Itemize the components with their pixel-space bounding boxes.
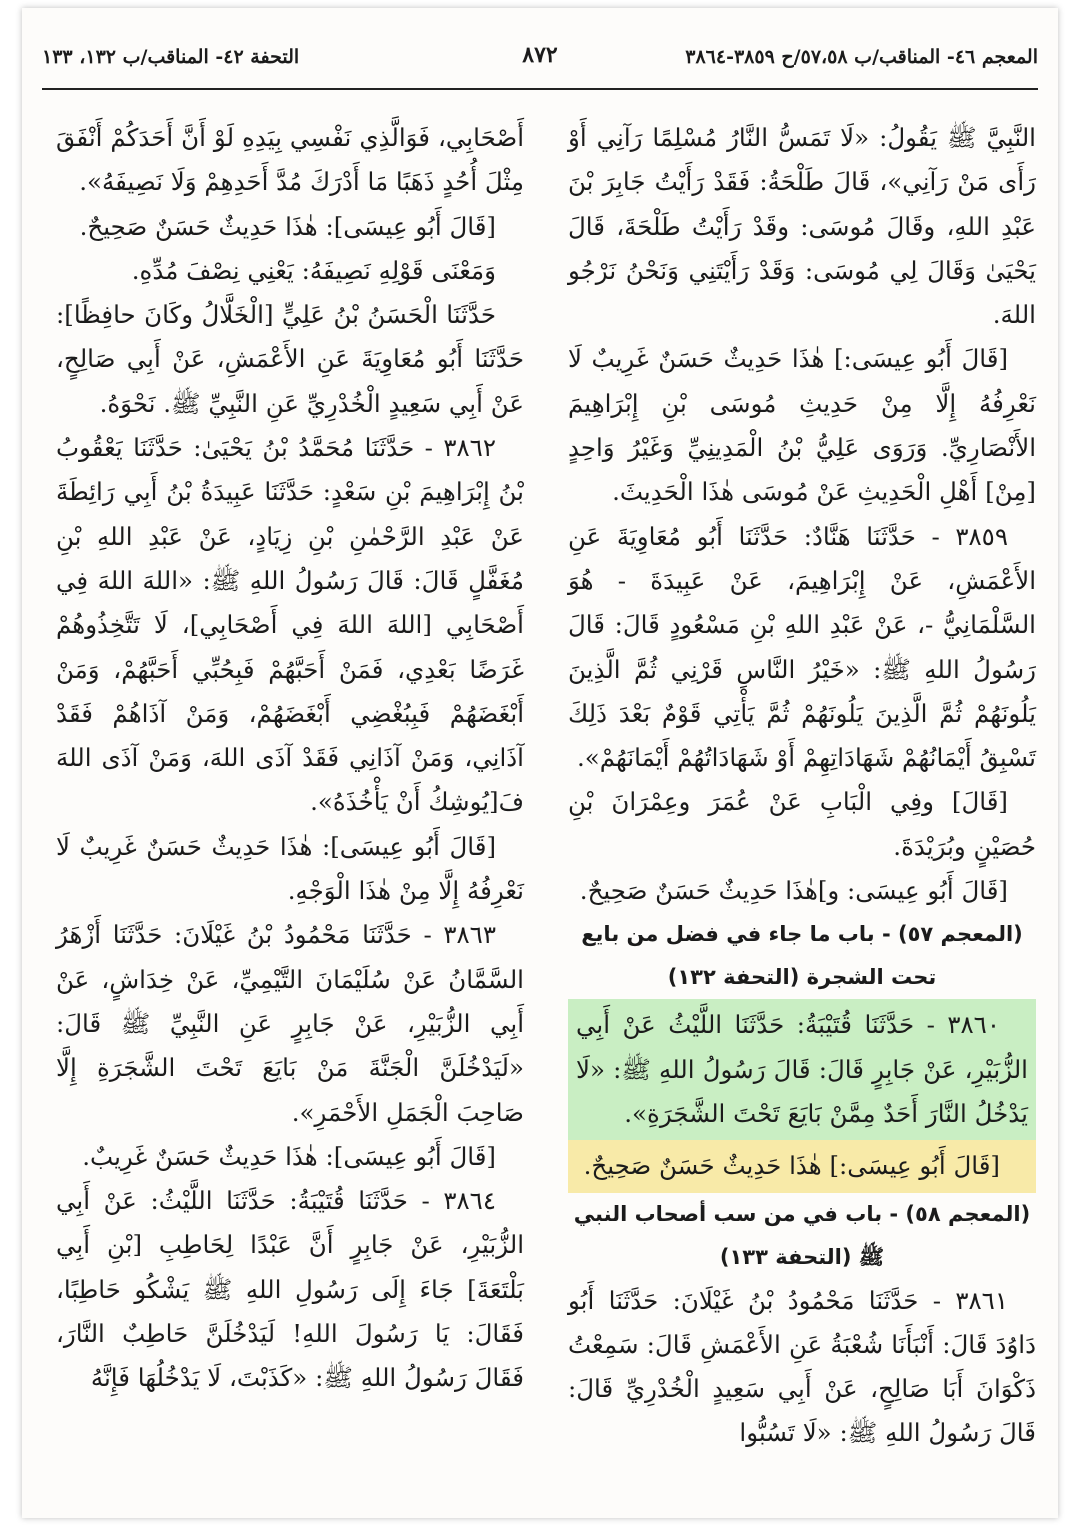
hadith-text: أَصْحَابِي، فَوَالَّذِي نَفْسِي بِيَدِهِ لَوْ أَنَّ أَحَدَكُمْ أَنْفَقَ مِثْلَ أُحُدٍ ذَهَبًا مَا أَدْرَكَ مُدَّ أَحَدِهِمْ وَلَا نَصِيفَهُ». (56, 123, 524, 197)
chapter-heading-58: (المعجم ٥٨) - باب في من سب أصحاب النبي ﷺ (التحفة ١٣٣) (573, 1201, 1031, 1269)
page-header (42, 40, 1038, 80)
abu-isa-comment: [قَالَ أَبُو عِيسَى:] هٰذَا حَدِيثٌ حَسَنٌ غَرِيبٌ لَا نَعْرِفُهُ إِلَّا مِنْ حَدِيثِ مُوسَى بْنِ إِبْرَاهِيمَ الأَنْصَارِيِّ. وَرَوَى عَلِيُّ بْنُ الْمَدِينِيِّ وَغَيْرُ وَاحِدٍ [مِنْ] أَهْلِ الْحَدِيثِ عَنْ مُوسَى هٰذَا الْحَدِيثَ. (568, 344, 1036, 507)
hadith-3860-highlighted: ٣٨٦٠ - حَدَّثَنَا قُتَيْبَةُ: حَدَّثَنَا اللَّيْثُ عَنْ أَبِي الزُّبَيْرِ، عَنْ جَابِرٍ قَالَ: قَالَ رَسُولُ اللهِ ﷺ: «لَا يَدْخُلُ النَّارَ أَحَدٌ مِمَّنْ بَايَعَ تَحْتَ الشَّجَرَةِ». (568, 999, 1036, 1140)
chapter-heading-57: (المعجم ٥٧) - باب ما جاء في فضل من بايع تحت الشجرة (التحفة ١٣٢) (581, 922, 1023, 990)
hadith-3861: ٣٨٦١ - حَدَّثَنَا مَحْمُودُ بْنُ غَيْلَانَ: حَدَّثَنَا أَبُو دَاوُدَ قَالَ: أَنْبَأَنَا شُعْبَةُ عَنِ الأَعْمَشِ قَالَ: سَمِعْتُ ذَكْوَانَ أَبَا صَالِحٍ، عَنْ أَبِي سَعِيدٍ الْخُدْرِيِّ قَالَ: قَالَ رَسُولُ اللهِ ﷺ: «لَا تَسُبُّوا (568, 1285, 1036, 1448)
right-column (568, 116, 1036, 1456)
hadith-3863: ٣٨٦٣ - حَدَّثَنَا مَحْمُودُ بْنُ غَيْلَانَ: حَدَّثَنَا أَزْهَرُ السَّمَّانُ عَنْ سُلَيْمَانَ التَّيْمِيِّ، عَنْ خِدَاشٍ، عَنْ أَبِي الزُّبَيْرِ، عَنْ جَابِرٍ عَنِ النَّبِيِّ ﷺ قَالَ: «لَيَدْخُلَنَّ الْجَنَّةَ مَنْ بَايَعَ تَحْتَ الشَّجَرَةِ إِلَّا صَاحِبَ الْجَمَلِ الأَحْمَرِ». (56, 920, 524, 1127)
abu-isa-comment: [قَالَ أَبُو عِيسَى: و]هٰذَا حَدِيثٌ حَسَنٌ صَحِيحٌ. (579, 876, 1008, 906)
abu-isa-comment: [قَالَ أَبُو عِيسَى]: هٰذَا حَدِيثٌ حَسَنٌ صَحِيحٌ. (79, 211, 496, 241)
hadith-3862: ٣٨٦٢ - حَدَّثَنَا مُحَمَّدُ بْنُ يَحْيَىٰ: حَدَّثَنَا يَعْقُوبُ بْنُ إِبْرَاهِيمَ بْنِ سَعْدٍ: حَدَّثَنَا عَبِيدَةُ بْنُ أَبِي رَائِطَةَ عَنْ عَبْدِ الرَّحْمٰنِ بْنِ زِيَادٍ، عَنْ عَبْدِ اللهِ بْنِ مُغَفَّلٍ قَالَ: قَالَ رَسُولُ اللهِ ﷺ: «اللهَ اللهَ فِي أَصْحَابِي [اللهَ اللهَ فِي أَصْحَابِي]، لَا تَتَّخِذُوهُمْ غَرَضًا بَعْدِي، فَمَنْ أَحَبَّهُمْ فَبِحُبِّي أَحَبَّهُمْ، وَمَنْ أَبْغَضَهُمْ فَبِبُغْضِي أَبْغَضَهُمْ، وَمَنْ آذَاهُمْ فَقَدْ آذَانِي، وَمَنْ آذَانِي فَقَدْ آذَى اللهَ، وَمَنْ آذَى اللهَ فَ[يُوشِكُ أَنْ يَأْخُذَهُ». (56, 433, 524, 817)
header-reference-left: التحفة ٤٢- المناقب/ب ١٣٢، ١٣٣ (42, 46, 300, 68)
book-page (22, 8, 1058, 1518)
hadith-3864: ٣٨٦٤ - حَدَّثَنَا قُتَيْبَةُ: حَدَّثَنَا اللَّيْثُ: عَنْ أَبِي الزُّبَيْرِ، عَنْ جَابِرٍ أَنَّ عَبْدًا لِحَاطِبِ [بْنِ أَبِي بَلْتَعَةَ] جَاءَ إِلَى رَسُولِ اللهِ ﷺ يَشْكُو حَاطِبًا، فَقَالَ: يَا رَسُولَ اللهِ! لَيَدْخُلَنَّ حَاطِبٌ النَّارَ، فَقَالَ رَسُولُ اللهِ ﷺ: «كَذَبْتَ، لَا يَدْخُلُهَا فَإِنَّهُ (56, 1186, 524, 1393)
chapter-note: [قَالَ] وفِي الْبَابِ عَنْ عُمَرَ وعِمْرَانَ بْنِ حُصَيْنٍ وبُرَيْدَةَ. (568, 787, 1036, 861)
page-number: ٨٧٢ (522, 42, 558, 68)
left-column (56, 116, 524, 1401)
hadith-3859: ٣٨٥٩ - حَدَّثَنَا هَنَّادٌ: حَدَّثَنَا أَبُو مُعَاوِيَةَ عَنِ الأَعْمَشِ، عَنْ إِبْرَاهِيمَ، عَنْ عَبِيدَةَ - هُوَ السَّلْمَانِيُّ -، عَنْ عَبْدِ اللهِ بْنِ مَسْعُودٍ قَالَ: قَالَ رَسُولُ اللهِ ﷺ: «خَيْرُ النَّاسِ قَرْنِي ثُمَّ الَّذِينَ يَلُونَهُمْ ثُمَّ الَّذِينَ يَلُونَهُمْ ثُمَّ يَأْتِي قَوْمٌ بَعْدَ ذَلِكَ تَسْبِقُ أَيْمَانُهُمْ شَهَادَاتِهِمْ أَوْ شَهَادَاتُهُمْ أَيْمَانَهُمْ». (568, 521, 1036, 773)
header-reference-right: المعجم ٤٦- المناقب/ب ٥٧،٥٨/ح ٣٨٥٩-٣٨٦٤ (685, 46, 1038, 68)
header-divider (42, 88, 1038, 90)
abu-isa-comment: [قَالَ أَبُو عِيسَى]: هٰذَا حَدِيثٌ حَسَنٌ غَرِيبٌ. (82, 1141, 496, 1171)
abu-isa-comment: [قَالَ أَبُو عِيسَى]: هٰذَا حَدِيثٌ حَسَنٌ غَرِيبٌ لَا نَعْرِفُهُ إِلَّا مِنْ هٰذَا الْوَجْهِ. (56, 831, 524, 906)
hadith-chain: حَدَّثَنَا الْحَسَنُ بْنُ عَلِيٍّ [الْخَلَّالُ وكَانَ حافِظًا]: حَدَّثَنَا أَبُو مُعَاوِيَةَ عَنِ الأَعْمَشِ، عَنْ أَبِي صَالِحٍ، عَنْ أَبِي سَعِيدٍ الْخُدْرِيِّ عَنِ النَّبِيِّ ﷺ. نَحْوَهُ. (56, 300, 524, 418)
hadith-text: النَّبِيَّ ﷺ يَقُولُ: «لَا تَمَسُّ النَّارُ مُسْلِمًا رَآنِي أَوْ رَأَى مَنْ رَآنِي»، قَالَ طَلْحَةُ: فَقَدْ رَأَيْتُ جَابِرَ بْنَ عَبْدِ اللهِ، وقَالَ مُوسَى: وقَدْ رَأَيْتُ طَلْحَةَ، قَالَ يَحْيَىٰ وَقَالَ لِي مُوسَى: وَقَدْ رَأَيْتَنِي وَنَحْنُ نَرْجُو اللهَ. (568, 123, 1036, 330)
abu-isa-comment-highlighted: [قَالَ أَبُو عِيسَى:] هٰذَا حَدِيثٌ حَسَنٌ صَحِيحٌ. (568, 1140, 1036, 1192)
explanation: وَمَعْنَى قَوْلِهِ نَصِيفَهُ: يَعْنِي نِصْفَ مُدِّهِ. (131, 255, 496, 285)
